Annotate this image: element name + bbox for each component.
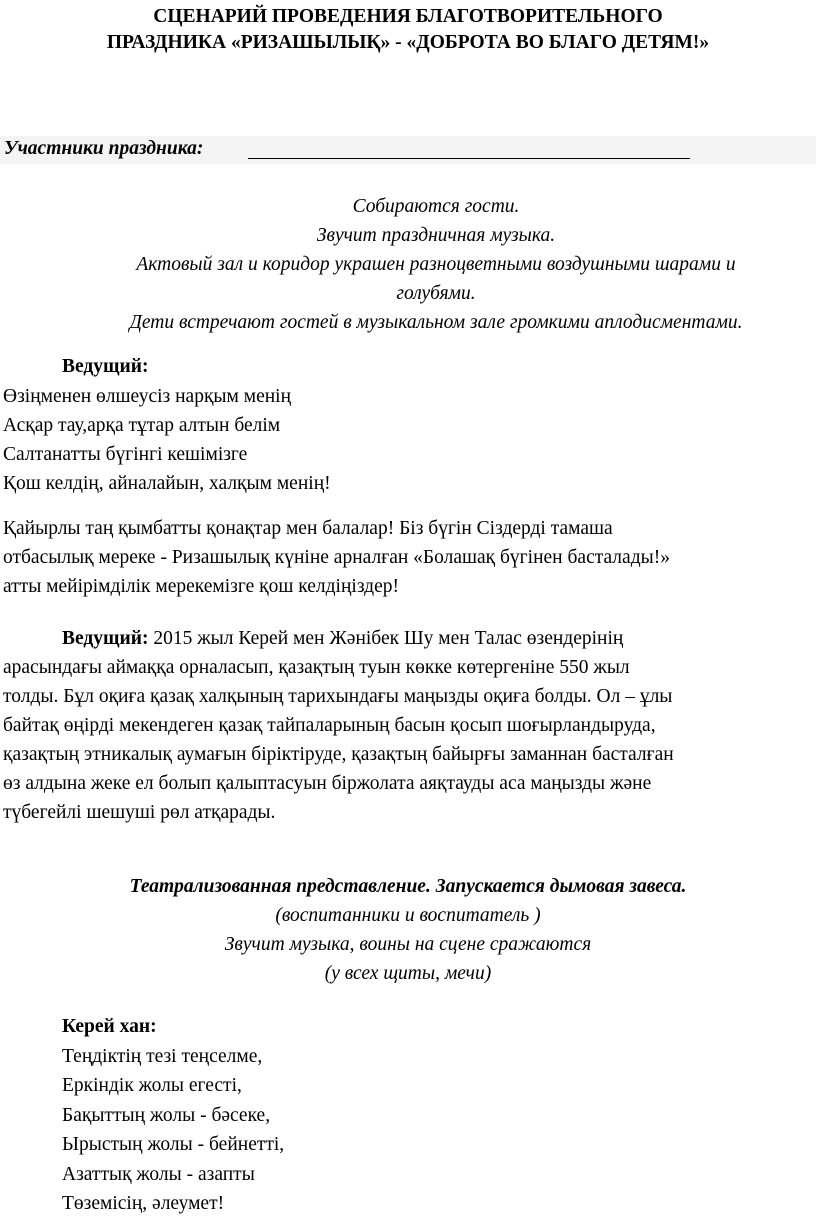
stage-directions-1 — [52, 192, 816, 337]
kerei-khan-block — [0, 1012, 816, 1219]
host-2-paragraph — [3, 624, 815, 827]
speaker-label: Ведущий: — [62, 628, 149, 649]
greeting-line: Қайырлы таң қымбатты қонақтар мен балалар! Біз бүгін Сіздерді тамаша — [3, 518, 613, 539]
stage-line: (у всех щиты, мечи) — [324, 963, 492, 984]
stage-line: (воспитанники и воспитатель ) — [275, 905, 541, 926]
poem-line: Теңдіктің тезі теңселме, — [62, 1045, 263, 1067]
stage-line: Актовый зал и коридор украшен разноцветными воздушными шарами и — [136, 254, 736, 275]
participants-blank-line — [248, 158, 690, 159]
host-1-block — [0, 352, 816, 498]
poem-line: Ырыстың жолы - бейнетті, — [62, 1134, 285, 1155]
participants-label: Участники праздника: — [4, 138, 204, 159]
greeting-paragraph — [0, 514, 816, 601]
title-line-1: СЦЕНАРИЙ ПРОВЕДЕНИЯ БЛАГОТВОРИТЕЛЬНОГО — [153, 6, 663, 27]
paragraph-text: 2015 жыл Керей мен Жәнібек Шу мен Талас өзендерінің — [148, 628, 624, 649]
poem-line: Азаттық жолы - азапты — [62, 1163, 255, 1185]
participants-field — [0, 136, 816, 164]
speaker-label: Ведущий: — [62, 356, 149, 377]
paragraph-line — [3, 624, 815, 653]
poem-line: Еркіндік жолы егесті, — [62, 1075, 242, 1096]
paragraph-line: арасындағы аймаққа орналасып, қазақтың туын көкке көтергеніне 550 жыл — [3, 657, 630, 678]
title-line-2: ПРАЗДНИКА «РИЗАШЫЛЫҚ» - «ДОБРОТА ВО БЛАГО ДЕТЯМ!» — [106, 32, 710, 53]
paragraph-line: қазақтың этникалық аумағын біріктіруде, қазақтың байырғы заманнан басталған — [3, 744, 674, 765]
poem-line: Бақыттың жолы - бәсеке, — [62, 1104, 271, 1126]
speaker-label: Керей хан: — [62, 1016, 157, 1037]
paragraph-line: байтақ өңірді мекендеген қазақ тайпаларының басын қосып шоғырландыруда, — [3, 715, 656, 736]
poem-line: Қош келдің, айналайын, халқым менің! — [3, 473, 331, 494]
stage-line: Собираются гости. — [352, 196, 520, 217]
document-title — [0, 4, 816, 56]
greeting-line: атты мейірімділік мерекемізге қош келдіңіздер! — [3, 576, 399, 597]
stage-line: Звучит музыка, воины на сцене сражаются — [224, 934, 592, 955]
stage-line: Звучит праздничная музыка. — [316, 225, 556, 246]
stage-directions-2 — [20, 872, 796, 988]
paragraph-line: түбегейлі шешуші рөл атқарады. — [3, 802, 276, 823]
paragraph-line: толды. Бұл оқиға қазақ халқының тарихындағы маңызды оқиға болды. Ол – ұлы — [3, 686, 673, 707]
paragraph-line: өз алдына жеке ел болып қалыптасуын біржолата аяқтауды аса маңызды және — [3, 773, 652, 794]
stage-line: голубями. — [396, 283, 476, 304]
poem-line: Төземісің, әлеумет! — [62, 1193, 225, 1214]
stage-line: Дети встречают гостей в музыкальном зале громкими аплодисментами. — [129, 312, 743, 333]
stage-heading: Театрализованная представление. Запускается дымовая завеса. — [129, 876, 687, 897]
poem-line: Салтанатты бүгінгі кешімізге — [3, 444, 248, 465]
poem-line: Асқар тау,арқа тұтар алтын белім — [3, 415, 281, 436]
poem-line: Өзіңменен өлшеусіз нарқым менің — [3, 386, 292, 407]
greeting-line: отбасылық мереке - Ризашылық күніне арналған «Болашақ бүгінен басталады!» — [3, 547, 670, 568]
